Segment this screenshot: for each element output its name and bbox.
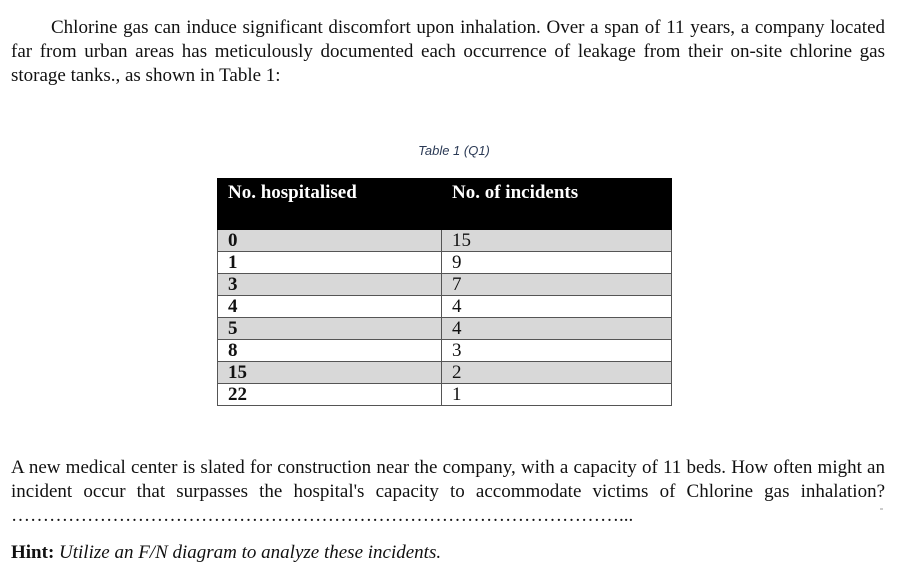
hint-label: Hint — [11, 542, 48, 563]
hospitalised-cell: 3 — [218, 274, 442, 296]
table-header-row — [218, 179, 672, 230]
column-header-hospitalised: No. hospitalised — [218, 179, 442, 230]
table-row — [218, 252, 672, 274]
incidents-cell: 1 — [442, 384, 672, 406]
table-row — [218, 296, 672, 318]
hospitalised-cell: 15 — [218, 362, 442, 384]
table-row — [218, 230, 672, 252]
hospitalised-cell: 4 — [218, 296, 442, 318]
incidents-cell: 4 — [442, 318, 672, 340]
decorative-mark — [880, 508, 883, 510]
table-row — [218, 274, 672, 296]
table-row — [218, 340, 672, 362]
hospitalised-cell: 1 — [218, 252, 442, 274]
incidents-cell: 3 — [442, 340, 672, 362]
incidents-cell: 4 — [442, 296, 672, 318]
incidents-cell: 2 — [442, 362, 672, 384]
hint-colon: : — [47, 542, 55, 563]
hospitalised-cell: 8 — [218, 340, 442, 362]
hint-line — [11, 542, 441, 564]
table-row — [218, 318, 672, 340]
incidents-cell: 9 — [442, 252, 672, 274]
hospitalised-cell: 0 — [218, 230, 442, 252]
question-paragraph — [11, 456, 885, 528]
incidents-cell: 7 — [442, 274, 672, 296]
table-row — [218, 362, 672, 384]
hospitalised-cell: 22 — [218, 384, 442, 406]
incidents-cell: 15 — [442, 230, 672, 252]
question-text: A new medical center is slated for construction near the company, with a capacity of 11 beds. How often might an incident occur that surpasses the hospital's capacity to accommodate victims of Chlorine gas inhalation? — [11, 457, 885, 502]
table-caption: Table 1 (Q1) — [418, 143, 490, 158]
hospitalisation-table — [217, 178, 672, 406]
hint-text: Utilize an F/N diagram to analyze these incidents. — [59, 542, 442, 563]
intro-paragraph: Chlorine gas can induce significant discomfort upon inhalation. Over a span of 11 years, a company located far from urban areas has meticulously documented each occurrence of leakage from their on-site chlorine gas storage tanks., as shown in Table 1: — [11, 17, 885, 86]
column-header-incidents: No. of incidents — [442, 179, 672, 230]
answer-dotted-line: ……………………………………………………………………………………... — [11, 505, 634, 526]
table-row — [218, 384, 672, 406]
hospitalised-cell: 5 — [218, 318, 442, 340]
